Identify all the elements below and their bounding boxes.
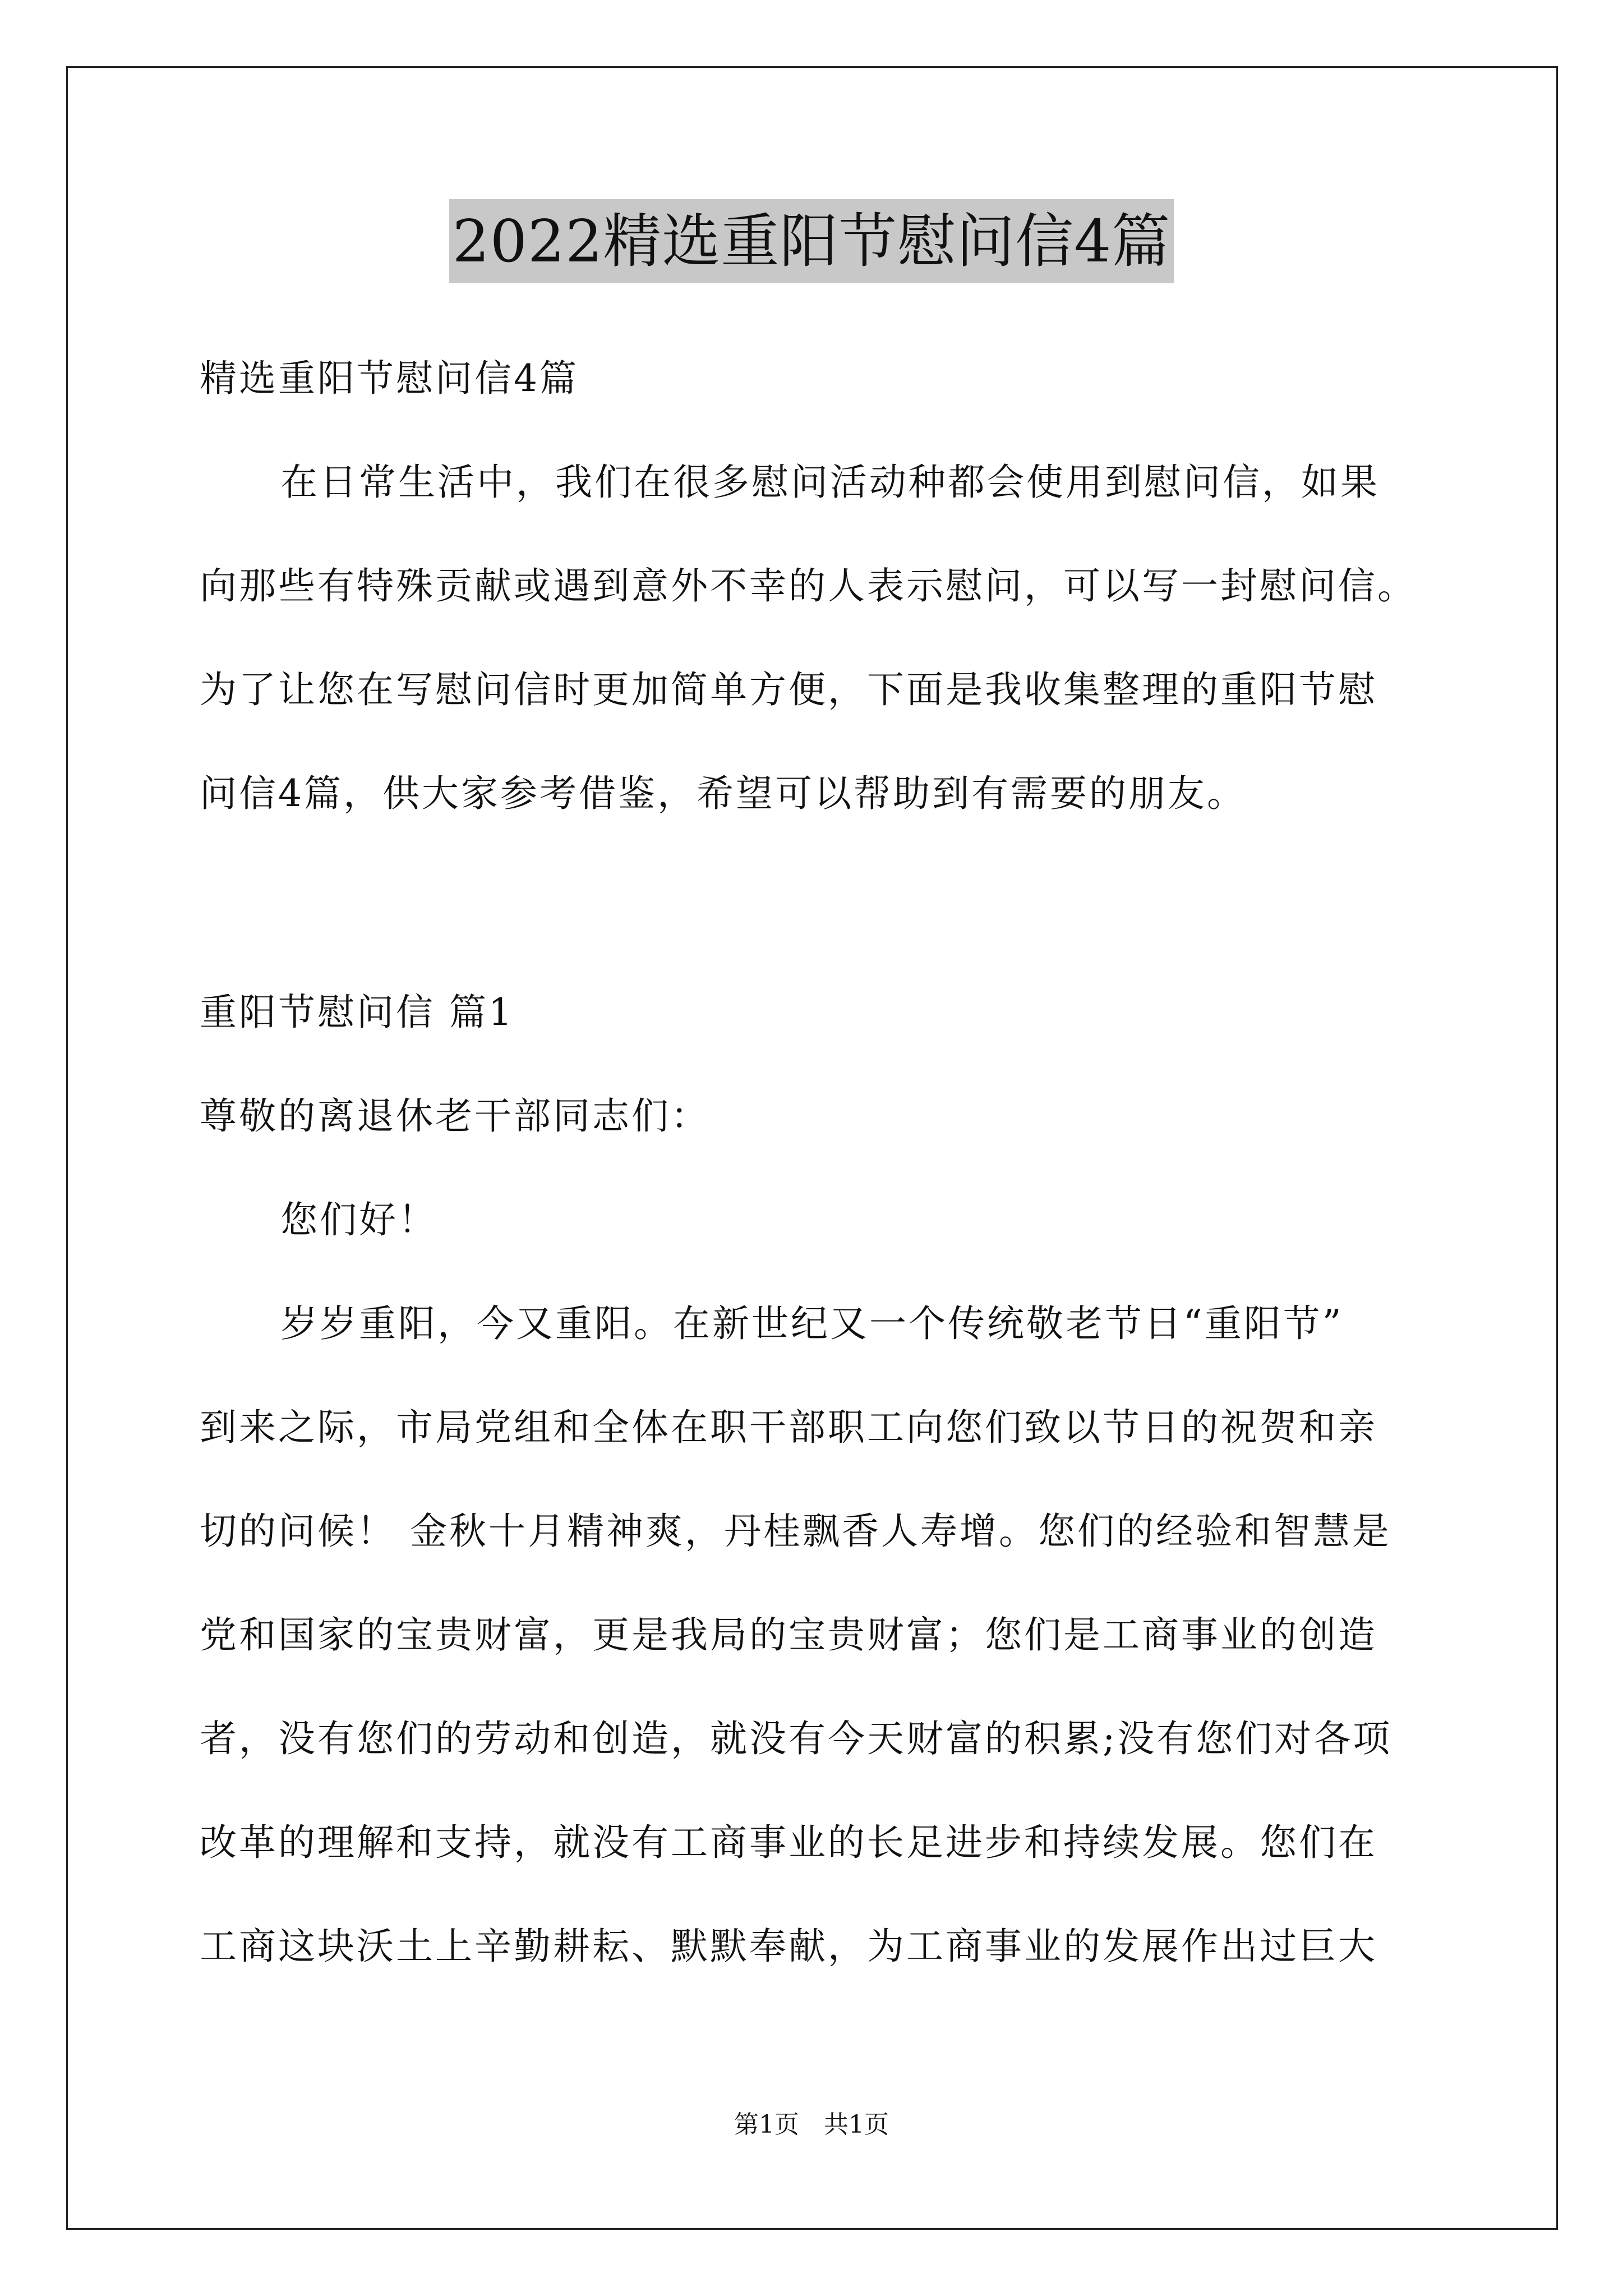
greeting: 您们好！ <box>280 1198 437 1241</box>
body-line-1: 岁岁重阳，今又重阳。在新世纪又一个传统敬老节日“重阳节” <box>280 1302 1344 1345</box>
salutation: 尊敬的离退休老干部同志们： <box>200 1094 710 1138</box>
document-title: 2022精选重阳节慰问信4篇 <box>449 199 1174 283</box>
intro-line-2: 向那些有特殊贡献或遇到意外不幸的人表示慰问，可以写一封慰问信。 <box>200 564 1417 608</box>
body-line-6: 改革的理解和支持，就没有工商事业的长足进步和持续发展。您们在 <box>200 1821 1377 1864</box>
intro-line-3: 为了让您在写慰问信时更加简单方便，下面是我收集整理的重阳节慰 <box>200 668 1377 711</box>
body-line-2: 到来之际，市局党组和全体在职干部职工向您们致以节日的祝贺和亲 <box>200 1406 1377 1449</box>
body-line-4: 党和国家的宝贵财富，更是我局的宝贵财富；您们是工商事业的创造 <box>200 1613 1377 1657</box>
intro-line-1: 在日常生活中，我们在很多慰问活动种都会使用到慰问信，如果 <box>280 461 1380 504</box>
section-heading: 重阳节慰问信 篇1 <box>200 991 514 1034</box>
body-line-7: 工商这块沃土上辛勤耕耘、默默奉献，为工商事业的发展作出过巨大 <box>200 1925 1377 1968</box>
body-line-5: 者，没有您们的劳动和创造，就没有今天财富的积累;没有您们对各项 <box>200 1717 1393 1760</box>
document-subtitle: 精选重阳节慰问信4篇 <box>200 357 579 400</box>
page-footer: 第1页 共1页 <box>734 2110 889 2139</box>
body-line-3: 切的问候！ 金秋十月精神爽，丹桂飘香人寿增。您们的经验和智慧是 <box>200 1510 1391 1553</box>
title-container <box>0 199 1623 283</box>
intro-line-4: 问信4篇，供大家参考借鉴，希望可以帮助到有需要的朋友。 <box>200 772 1246 815</box>
